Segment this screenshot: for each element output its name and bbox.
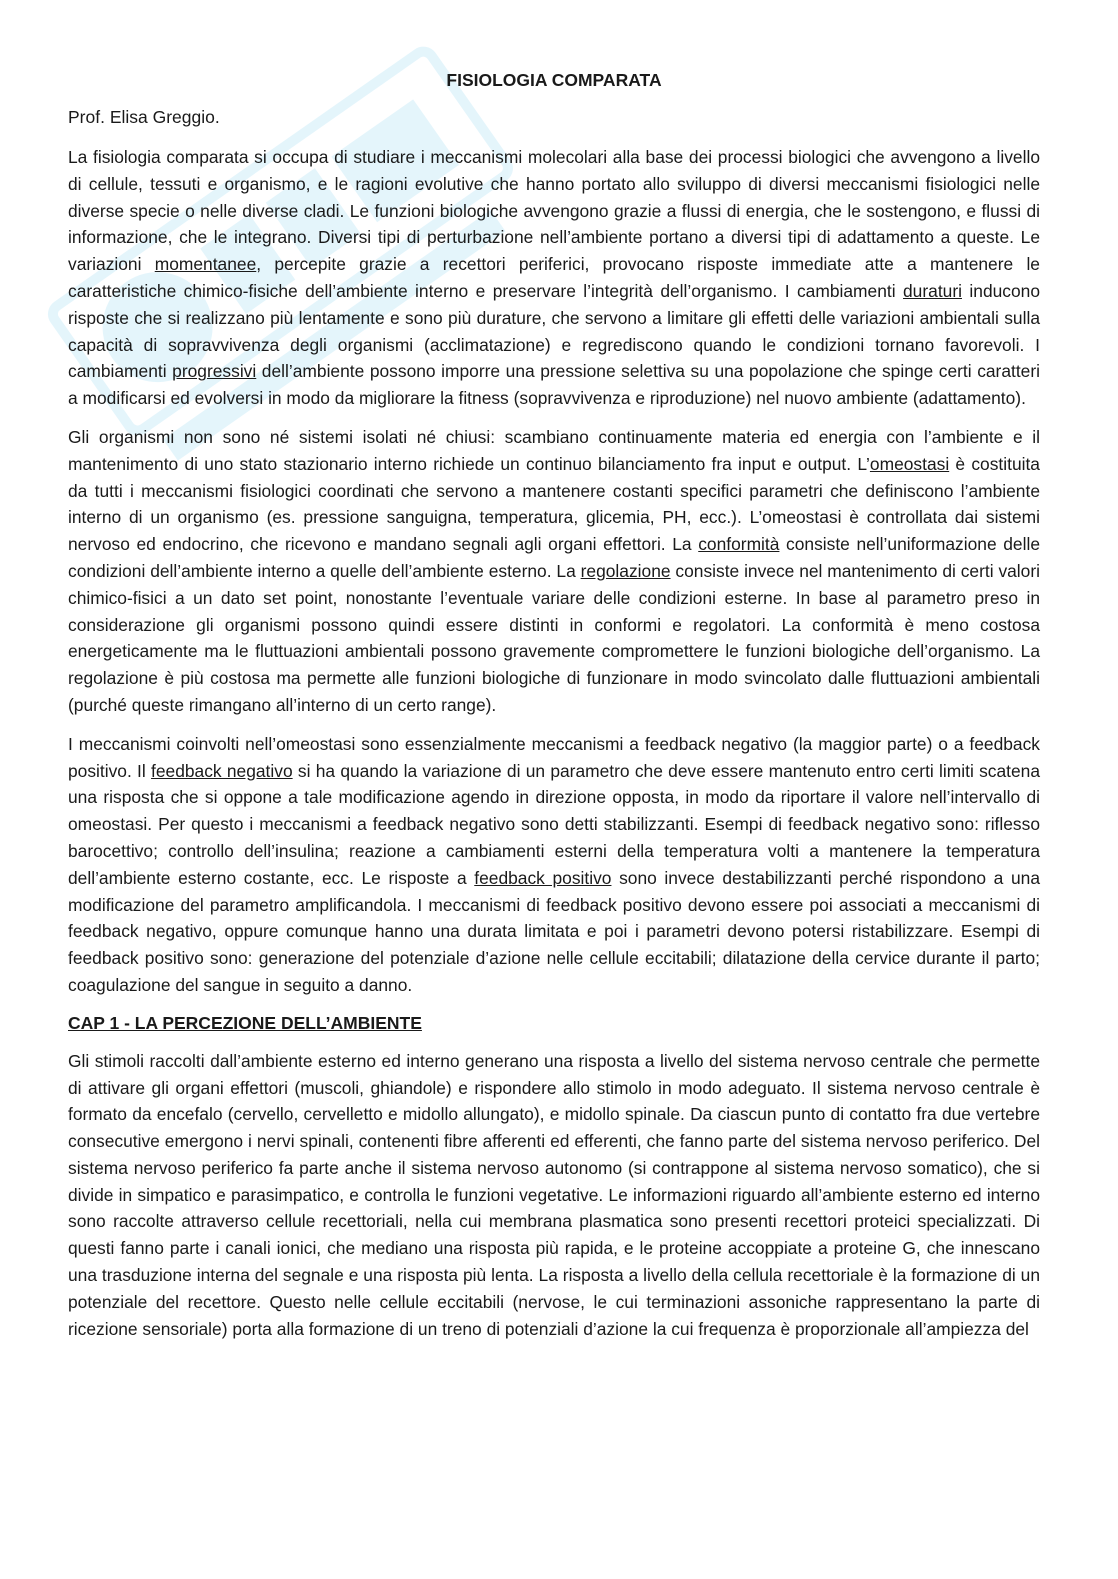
paragraph-feedback: I meccanismi coinvolti nell’omeostasi sono essenzialmente meccanismi a feedback negativo (la maggior parte) o a feedback positivo. Il feedback negativo si ha quando la variazione di un parametro che deve essere mantenuto entro certi limiti scatena una risposta che si oppone a tale modificazione agendo in direzione opposta, in modo da riportare il valore nell’intervallo di omeostasi. Per questo i meccanismi a feedback negativo sono detti stabilizzanti. Esempi di feedback negativo sono: riflesso barocettivo; controllo dell’insulina; reazione a cambiamenti esterni della temperatura volti a mantenere la temperatura dell’ambiente esterno costante, ecc. Le risposte a feedback positivo sono invece destabilizzanti perché rispondono a una modificazione del parametro amplificandola. I meccanismi di feedback positivo devono essere poi associati a meccanismi di feedback negativo, oppure comunque hanno una durata limitata e poi i parametri devono potersi ristabilizzare. Esempi di feedback positivo sono: generazione del potenziale d’azione nelle cellule eccitabili; dilatazione della cervice durante il parto; coagulazione del sangue in seguito a danno. [68, 733, 1040, 995]
term-omeostasi: omeostasi [869, 453, 950, 474]
term-conformita: conformità [698, 534, 780, 555]
document-title: FISIOLOGIA COMPARATA [446, 70, 662, 90]
term-momentanee: momentanee [154, 254, 257, 275]
document-author: Prof. Elisa Greggio. [68, 107, 220, 127]
term-progressivi: progressivi [172, 361, 257, 382]
paragraph-omeostasi: Gli organismi non sono né sistemi isolati né chiusi: scambiano continuamente materia ed energia con l’ambiente e il mantenimento di uno stato stazionario interno richiede un continuo bilanciamento fra input e output. L’omeostasi è costituita da tutti i meccanismi fisiologici coordinati che servono a mantenere costanti specifici parametri che definiscono l’ambiente interno di un organismo (es. pressione sanguigna, temperatura, glicemia, PH, ecc.). L’omeostasi è controllata dai sistemi nervoso ed endocrino, che ricevono e mandano segnali agli organi effettori. La conformità consiste nell’uniformazione delle condizioni dell’ambiente interno a quelle dell’ambiente esterno. La regolazione consiste invece nel mantenimento di certi valori chimico-fisici a un dato set point, nonostante l’eventuale variare delle condizioni esterne. In base al parametro preso in considerazione gli organismi possono quindi essere distinti in conformi e regolatori. La conformità è meno costosa energeticamente ma le fluttuazioni ambientali possono gravemente compromettere le funzioni biologiche dell’organismo. La regolazione è più costosa ma permette alle funzioni biologiche di funzionare in modo svincolato dalle fluttuazioni ambientali (purché queste rimangano all’interno di un certo range). [68, 426, 1040, 715]
paragraph-percezione: Gli stimoli raccolti dall’ambiente esterno ed interno generano una risposta a livello del sistema nervoso centrale che permette di attivare gli organi effettori (muscoli, ghiandole) e rispondere allo stimolo in modo adeguato. Il sistema nervoso centrale è formato da encefalo (cervello, cervelletto e midollo allungato), e midollo spinale. Da ciascun punto di contatto fra due vertebre consecutive emergono i nervi spinali, contenenti fibre afferenti ed efferenti, che fanno parte del sistema nervoso periferico. Del sistema nervoso periferico fa parte anche il sistema nervoso autonomo (si contrappone al sistema nervoso somatico), che si divide in simpatico e parasimpatico, e controlla le funzioni vegetative. Le informazioni riguardo all’ambiente esterno ed interno sono raccolte attraverso cellule recettoriali, nella cui membrana plasmatica sono presenti recettori proteici specializzati. Di questi fanno parte i canali ionici, che mediano una risposta più rapida, e le proteine accoppiate a proteine G, che innescano una trasduzione interna del segnale e una risposta più lenta. La risposta a livello della cellula recettoriale è la formazione di un potenziale del recettore. Questo nelle cellule eccitabili (nervose, le cui terminazioni assoniche rappresentano la parte di ricezione sensoriale) porta alla formazione di un treno di potenziali d’azione la cui frequenza è proporzionale all’ampiezza del [68, 1050, 1040, 1339]
chapter-heading: CAP 1 - LA PERCEZIONE DELL’AMBIENTE [68, 1012, 422, 1033]
document-page [68, 70, 1040, 1354]
term-regolazione: regolazione [580, 560, 671, 581]
term-feedback-positivo: feedback positivo [474, 867, 612, 888]
term-duraturi: duraturi [903, 280, 962, 301]
term-feedback-negativo: feedback negativo [151, 760, 293, 781]
paragraph-intro: La fisiologia comparata si occupa di studiare i meccanismi molecolari alla base dei processi biologici che avvengono a livello di cellule, tessuti e organismo, e le ragioni evolutive che hanno portato allo sviluppo di diversi meccanismi fisiologici nelle diverse specie o nelle diverse cladi. Le funzioni biologiche avvengono grazie a flussi di energia, che le sostengono, e flussi di informazione, che le integrano. Diversi tipi di perturbazione nell’ambiente portano a diversi tipi di adattamento a queste. Le variazioni momentanee, percepite grazie a recettori periferici, provocano risposte immediate atte a mantenere le caratteristiche chimico-fisiche dell’ambiente interno e preservare l’integrità dell’organismo. I cambiamenti duraturi inducono risposte che si realizzano più lentamente e sono più durature, che servono a limitare gli effetti delle variazioni ambientali sulla capacità di sopravvivenza degli organismi (acclimatazione) e regrediscono quando le condizioni tornano favorevoli. I cambiamenti progressivi dell’ambiente possono imporre una pressione selettiva su una popolazione che spinge certi caratteri a modificarsi ed evolversi in modo da migliorare la fitness (sopravvivenza e riproduzione) nel nuovo ambiente (adattamento). [68, 147, 1041, 409]
